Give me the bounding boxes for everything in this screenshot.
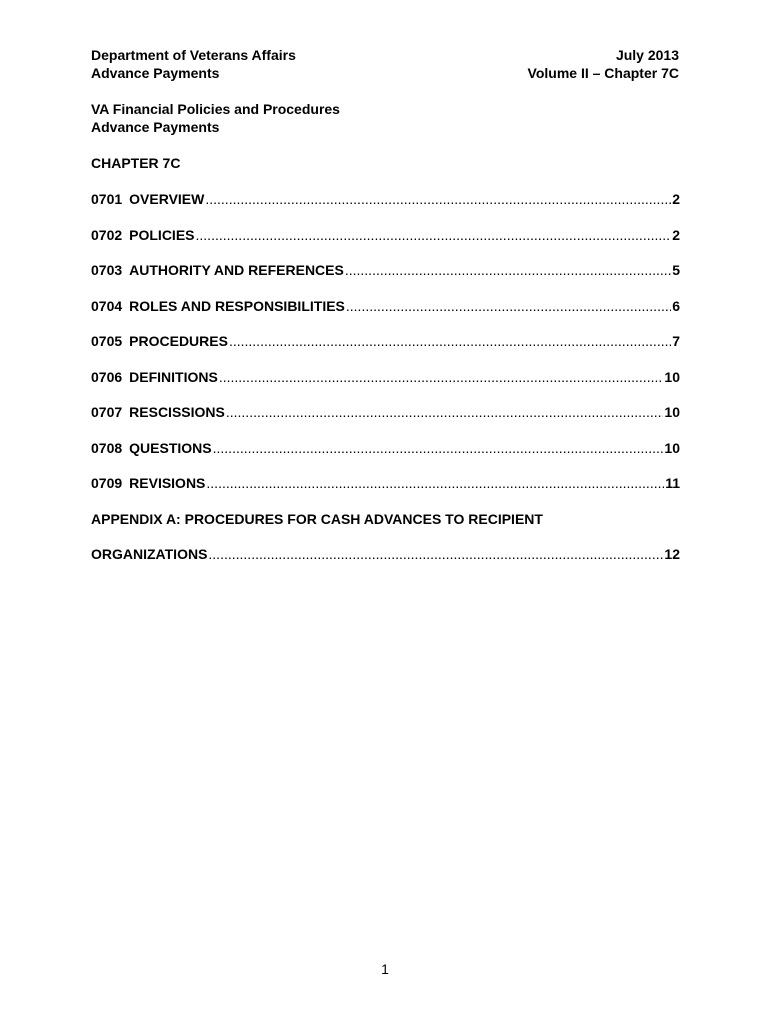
toc-entry-label: DEFINITIONS (129, 368, 218, 385)
chapter-heading: CHAPTER 7C (91, 155, 181, 171)
toc-leader-dots (196, 226, 672, 244)
toc-entry-label: AUTHORITY AND REFERENCES (129, 262, 344, 278)
toc-entry-number: 0704 (91, 297, 123, 314)
toc-entry-definitions[interactable] (91, 368, 680, 386)
toc-entry-label: POLICIES (129, 226, 195, 243)
toc-entry-number: 0707 (91, 404, 123, 420)
toc-entry-page: 10 (664, 404, 680, 420)
toc-entry-label: ORGANIZATIONS (91, 546, 208, 562)
toc-entry-label: REVISIONS (129, 475, 206, 491)
toc-leader-dots (346, 297, 671, 315)
toc-entry-overview[interactable] (91, 190, 680, 208)
toc-entry-number: 0703 (91, 262, 123, 278)
toc-leader-dots (219, 368, 664, 386)
table-of-contents (91, 190, 680, 581)
toc-leader-dots (226, 403, 664, 421)
toc-entry-number: 0708 (91, 439, 123, 456)
toc-entry-label: OVERVIEW (129, 191, 205, 207)
toc-entry-roles-and-responsibilities[interactable] (91, 297, 680, 315)
toc-entry-label: QUESTIONS (129, 439, 212, 456)
toc-entry-label: ROLES AND RESPONSIBILITIES (129, 297, 345, 314)
toc-entry-label: PROCEDURES (129, 333, 228, 349)
toc-entry-authority-and-references[interactable] (91, 261, 680, 279)
toc-leader-dots (213, 439, 664, 457)
toc-entry-number: 0709 (91, 475, 123, 491)
header-date: July 2013 (615, 47, 679, 63)
document-title-line-1: VA Financial Policies and Procedures (91, 101, 340, 117)
toc-entry-page: 7 (672, 333, 680, 349)
toc-leader-dots (345, 261, 671, 279)
toc-entry-policies[interactable] (91, 226, 680, 244)
toc-entry-number: 0705 (91, 333, 123, 349)
toc-entry-page: 10 (664, 368, 680, 385)
toc-appendix-a-heading[interactable]: APPENDIX A: PROCEDURES FOR CASH ADVANCES TO RECIPIENT (91, 510, 543, 527)
toc-entry-page: 12 (664, 546, 680, 562)
toc-entry-rescissions[interactable] (91, 403, 680, 421)
page-number: 1 (381, 961, 389, 977)
toc-entry-page: 2 (672, 226, 680, 243)
toc-entry-questions[interactable] (91, 439, 680, 457)
toc-leader-dots (208, 545, 663, 563)
toc-entry-number: 0702 (91, 226, 123, 243)
toc-entry-page: 2 (672, 191, 680, 207)
toc-entry-label: RESCISSIONS (129, 404, 225, 420)
toc-leader-dots (229, 332, 671, 350)
toc-entry-page: 10 (664, 439, 680, 456)
header-right (528, 46, 679, 82)
toc-entry-revisions[interactable] (91, 474, 680, 492)
toc-entry-number: 0706 (91, 368, 123, 385)
toc-entry-appendix-a[interactable] (91, 545, 680, 563)
header-subject: Advance Payments (91, 65, 220, 81)
toc-entry-procedures[interactable] (91, 332, 680, 350)
header-left (91, 46, 296, 82)
toc-leader-dots (206, 474, 664, 492)
toc-entry-page: 11 (665, 475, 680, 491)
header-volume-chapter: Volume II – Chapter 7C (527, 65, 679, 81)
toc-leader-dots (205, 190, 671, 208)
toc-entry-page: 6 (672, 297, 680, 314)
document-title-line-2: Advance Payments (91, 119, 220, 135)
toc-entry-page: 5 (672, 262, 680, 278)
document-title (91, 100, 340, 136)
header-department: Department of Veterans Affairs (91, 47, 296, 63)
toc-entry-number: 0701 (91, 191, 123, 207)
